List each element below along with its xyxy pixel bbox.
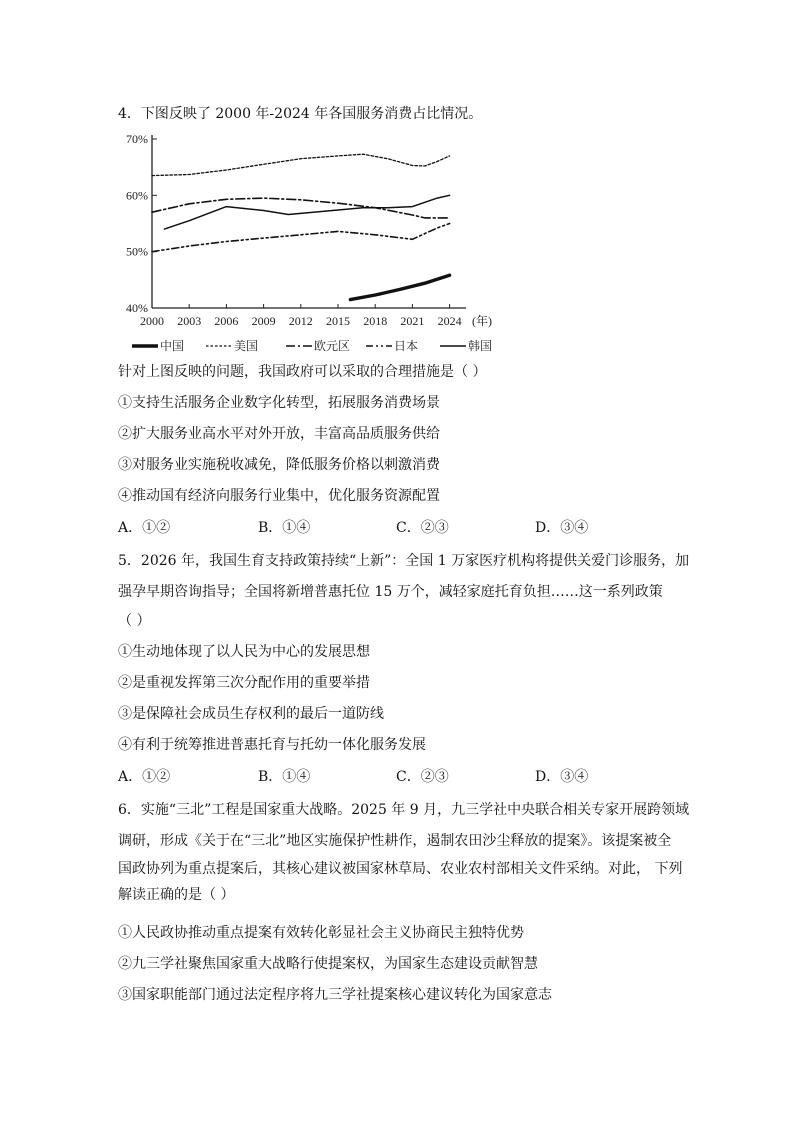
- legend-label: 中国: [160, 339, 185, 353]
- q5-stem-line-2: 强孕早期咨询指导；全国将新增普惠托位 15 万个，减轻家庭托育负担……这一系列政策: [118, 584, 663, 600]
- x-tick-label: 2024: [437, 314, 462, 328]
- x-tick-label: 2009: [251, 314, 276, 328]
- service-consumption-chart: [118, 128, 518, 358]
- q4-option-d[interactable]: D．③④: [535, 520, 589, 536]
- q5-option-c[interactable]: C．②③: [396, 769, 449, 785]
- q5-item-3: ③是保障社会成员生存权利的最后一道防线: [118, 706, 384, 722]
- x-axis-unit: (年): [472, 314, 492, 328]
- q4-option-a[interactable]: A．①②: [118, 520, 171, 536]
- q5-option-b[interactable]: B．①④: [258, 769, 311, 785]
- series-line-4: [350, 275, 449, 299]
- x-tick-label: 2006: [214, 314, 239, 328]
- q5-item-4: ④有利于统筹推进普惠托育与托幼一体化服务发展: [118, 737, 426, 753]
- q4-item-2: ②扩大服务业高水平对外开放，丰富高品质服务供给: [118, 426, 440, 442]
- q6-stem-line-3: 国政协列为重点提案后，其核心建议被国家林草局、农业农村部相关文件采纳。对此， 下列: [118, 861, 683, 877]
- chart-axes: [152, 135, 466, 308]
- legend-label: 美国: [234, 339, 259, 353]
- q4-option-c[interactable]: C．②③: [396, 520, 449, 536]
- series-lines: [152, 154, 450, 299]
- x-tick-label: 2003: [177, 314, 202, 328]
- legend-label: 日本: [394, 339, 419, 353]
- q4-item-1: ①支持生活服务企业数字化转型，拓展服务消费场景: [118, 395, 440, 411]
- q5-option-a[interactable]: A．①②: [118, 769, 171, 785]
- q5-stem-line-1: 5．2026 年，我国生育支持政策持续“上新”：全国 1 万家医疗机构将提供关爱门诊服务，加: [118, 553, 690, 569]
- y-tick-label: 50%: [126, 244, 148, 259]
- q6-item-2: ②九三学社聚焦国家重大战略行使提案权，为国家生态建设贡献智慧: [118, 956, 538, 972]
- legend-label: 韩国: [468, 339, 493, 353]
- x-tick-label: 2015: [326, 314, 350, 328]
- legend-label: 欧元区: [314, 339, 351, 353]
- y-tick-label: 60%: [126, 188, 148, 203]
- q4-stem: 4．下图反映了 2000 年-2024 年各国服务消费占比情况。: [118, 106, 483, 122]
- series-line-3: [152, 224, 450, 252]
- y-tick-label: 70%: [126, 132, 148, 146]
- x-tick-label: 2000: [140, 314, 164, 328]
- x-tick-label: 2021: [400, 314, 425, 328]
- series-line-1: [152, 154, 450, 175]
- q4-item-4: ④推动国有经济向服务行业集中，优化服务资源配置: [118, 488, 440, 504]
- q4-question: 针对上图反映的问题，我国政府可以采取的合理措施是（ ）: [118, 364, 487, 380]
- q6-item-1: ①人民政协推动重点提案有效转化彰显社会主义协商民主独特优势: [118, 925, 524, 941]
- chart-legend: [132, 338, 492, 353]
- q4-option-b[interactable]: B．①④: [258, 520, 311, 536]
- q6-stem-line-2: 调研，形成《关于在“三北”地区实施保护性耕作，遏制农田沙尘释放的提案》。该提案被全: [118, 833, 672, 849]
- q6-stem-line-1: 6．实施“三北”工程是国家重大战略。2025 年 9 月，九三学社中央联合相关专家开展跨领域: [118, 802, 690, 818]
- q6-stem-line-4: 解读正确的是（ ）: [118, 887, 235, 903]
- q5-stem-line-3: （ ）: [118, 613, 151, 629]
- x-tick-label: 2018: [363, 314, 388, 328]
- y-tick-label: 40%: [126, 301, 148, 315]
- q4-item-3: ③对服务业实施税收减免，降低服务价格以刺激消费: [118, 457, 440, 473]
- q6-item-3: ③国家职能部门通过法定程序将九三学社提案核心建议转化为国家意志: [118, 987, 552, 1003]
- q5-option-d[interactable]: D．③④: [535, 769, 589, 785]
- series-line-2: [152, 198, 450, 218]
- q5-item-1: ①生动地体现了以人民为中心的发展思想: [118, 644, 370, 660]
- q5-item-2: ②是重视发挥第三次分配作用的重要举措: [118, 675, 370, 691]
- x-tick-label: 2012: [288, 314, 313, 328]
